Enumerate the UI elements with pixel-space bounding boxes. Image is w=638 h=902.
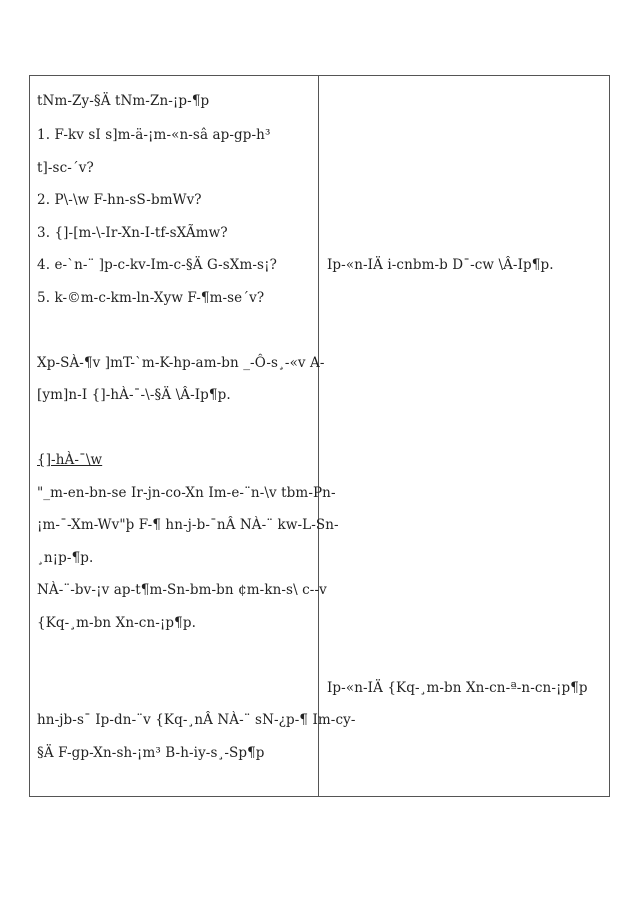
paragraph-1-line-2: [ym]n-I {]-hÀ-¯-\-§Ä \Â-Ip¶p.: [37, 387, 231, 403]
right-entry-2: Ip-«n-IÄ {Kq-¸m-bn Xn-cn-ª-n-cn-¡p¶p: [327, 680, 588, 696]
paragraph-2-line-2: ¡m-¯-Xm-Wv"þ F-¶ hn-j-b-¯nÂ NÀ-¨ kw-L-Sn-: [37, 517, 339, 533]
question-4: 4. e-`n-¨ ]p-c-kv-Im-c-§Ä G-sXm-s¡?: [37, 257, 277, 273]
activity-title: {]-hÀ-¯\w: [37, 452, 103, 468]
question-2: 2. P\-\w F-hn-sS-bmWv?: [37, 192, 202, 208]
paragraph-4-line-2: §Ä F-gp-Xn-sh-¡m³ B-h-iy-s¸-Sp¶p: [37, 745, 265, 761]
paragraph-4-line-1: hn-jb-s¯ Ip-dn-¨v {Kq-¸nÂ NÀ-¨ sN-¿p-¶ Im-cy-: [37, 712, 356, 728]
paragraph-2-line-3: ¸n¡p-¶p.: [37, 550, 94, 566]
paragraph-2-line-1: "_m-en-bn-se Ir-jn-co-Xn Im-e-¨n-\v tbm-Pn-: [37, 485, 336, 501]
question-5: 5. k-©m-c-km-ln-Xyw F-¶m-se´v?: [37, 290, 265, 306]
content-table: [29, 75, 610, 797]
section-heading: tNm-Zy-§Ä tNm-Zn-¡p-¶p: [37, 93, 210, 109]
right-entry-1: Ip-«n-IÄ i-cnbm-b D¯-cw \Â-Ip¶p.: [327, 257, 554, 273]
column-divider: [318, 76, 319, 796]
paragraph-1-line-1: Xp-SÀ-¶v ]mT-`m-K-hp-am-bn _-Ô-s¸-«v A-: [37, 355, 325, 371]
paragraph-3-line-2: {Kq-¸m-bn Xn-cn-¡p¶p.: [37, 615, 196, 631]
question-1: 1. F-kv sI s]m-ä-¡m-«n-sâ ap-gp-h³: [37, 127, 271, 143]
question-3: 3. {]-[m-\-Ir-Xn-I-tf-sXÃmw?: [37, 225, 228, 241]
question-1-continued: t]-sc-´v?: [37, 160, 94, 176]
paragraph-3-line-1: NÀ-¨-bv-¡v ap-t¶m-Sn-bm-bn ¢m-kn-s\ c--v: [37, 582, 327, 598]
